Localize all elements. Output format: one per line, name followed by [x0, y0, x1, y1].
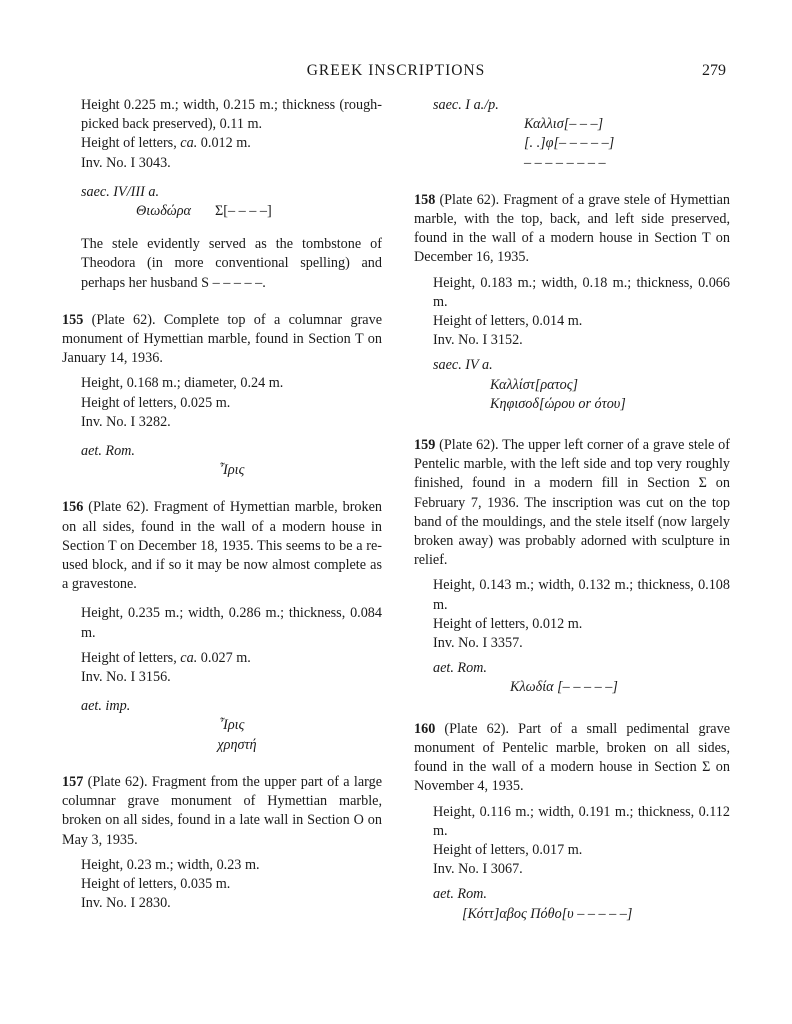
dimensions: Height, 0.23 m.; width, 0.23 m. [81, 856, 260, 873]
letter-height: Height of letters, 0.035 m. [81, 875, 231, 892]
inventory-number: Inv. No. I 3357. [433, 635, 523, 652]
date-label: aet. Rom. [433, 886, 487, 903]
inventory-number: Inv. No. I 3156. [81, 669, 171, 686]
letter-height: Height of letters, ca. 0.027 m. [81, 649, 251, 666]
inscription-text: Θιωδώρα Σ[– – – –] [136, 203, 272, 220]
dimensions: Height, 0.143 m.; width, 0.132 m.; thickness, 0.108 m. [433, 577, 730, 613]
inscription-text: Κλωδία [– – – – –] [510, 679, 618, 696]
date-label: saec. I a./p. [433, 97, 499, 113]
inventory-number: Inv. No. I 3043. [81, 154, 171, 171]
entry-160: 160 (Plate 62). Part of a small pedimental grave monument of Pentelic marble, broken on all sides, found in the wall of a modern house in Section Σ on November 4, 1935. [414, 720, 730, 795]
inscription-line-1: Καλλίστ[ρατος] [490, 376, 579, 393]
inventory-number: Inv. No. I 3282. [81, 413, 171, 430]
entry-157: 157 (Plate 62). Fragment from the upper part of a large columnar grave monument of Hymettian marble, broken on all sides, found in a late wall in Section O on May 3, 1935. [62, 773, 382, 848]
date-label: aet. Rom. [433, 660, 487, 677]
inscription-line-2: χρηστή [217, 736, 257, 753]
inscription-line-2: Κηφισοδ[ώρου or ότου] [490, 395, 626, 412]
date-label: saec. IV/III a. [81, 183, 159, 200]
letter-height: Height of letters, 0.017 m. [433, 841, 583, 858]
inventory-number: Inv. No. I 3067. [433, 861, 523, 878]
entry-155: 155 (Plate 62). Complete top of a columnar grave monument of Hymettian marble, found in Section T on January 14, 1936. [62, 311, 382, 367]
dimensions: Height, 0.183 m.; width, 0.18 m.; thickness, 0.066 m. [433, 274, 730, 310]
letter-height: Height of letters, 0.012 m. [433, 615, 583, 632]
inscription-line-2: [. .]φ[– – – – –] [524, 135, 615, 152]
entry-158: 158 (Plate 62). Fragment of a grave stele of Hymettian marble, with the top, back, and left side preserved, found in the wall of a modern house in Section T on December 16, 1935. [414, 191, 730, 266]
left-column [62, 96, 382, 913]
letter-height: Height of letters, 0.014 m. [433, 313, 583, 330]
date-label: aet. Rom. [81, 443, 135, 460]
letter-height: Height of letters, 0.025 m. [81, 394, 231, 411]
inscription-line-1: Ἶρις [219, 717, 245, 734]
dimensions: Height, 0.235 m.; width, 0.286 m.; thickness, 0.084 m. [81, 605, 382, 641]
commentary: The stele evidently served as the tombstone of Theodora (in more conventional spelling) and perhaps her husband S – – – – –. [81, 236, 382, 291]
page-number: 279 [702, 62, 726, 79]
date-label: aet. imp. [81, 698, 131, 715]
dimensions: Height, 0.116 m.; width, 0.191 m.; thickness, 0.112 m. [433, 803, 730, 839]
continued-dimensions: Height 0.225 m.; width, 0.215 m.; thickness (rough-picked back preserved), 0.11 m. [81, 97, 382, 133]
dimensions: Height, 0.168 m.; diameter, 0.24 m. [81, 375, 284, 392]
inscription-line-3: – – – – – – – – [524, 154, 606, 171]
entry-159: 159 (Plate 62). The upper left corner of a grave stele of Pentelic marble, with the left side and top very roughly finished, found in a modern fill in Section Σ on February 7, 1936. The inscription was cut on the top band of the mouldings, and the stele itself (now largely broken away) was probably adorned with sculpture in relief. [414, 437, 730, 569]
inscription-line-1: Καλλισ[– – –] [524, 116, 604, 133]
date-label: saec. IV a. [433, 357, 493, 374]
letter-height: Height of letters, ca. 0.012 m. [81, 135, 251, 152]
inscription-text: [Κόττ]αβος Πόθο[υ – – – – –] [462, 905, 633, 922]
running-header: GREEK INSCRIPTIONS [306, 62, 486, 79]
right-column [414, 96, 730, 924]
inscription-text: Ἶρις [219, 462, 245, 479]
inventory-number: Inv. No. I 2830. [81, 895, 171, 912]
inventory-number: Inv. No. I 3152. [433, 332, 523, 349]
entry-156: 156 (Plate 62). Fragment of Hymettian marble, broken on all sides, found in the wall of a modern house in Section T on December 18, 1935. This seems to be a re-used block, and if so it may be now almost complete as a gravestone. [62, 499, 382, 593]
